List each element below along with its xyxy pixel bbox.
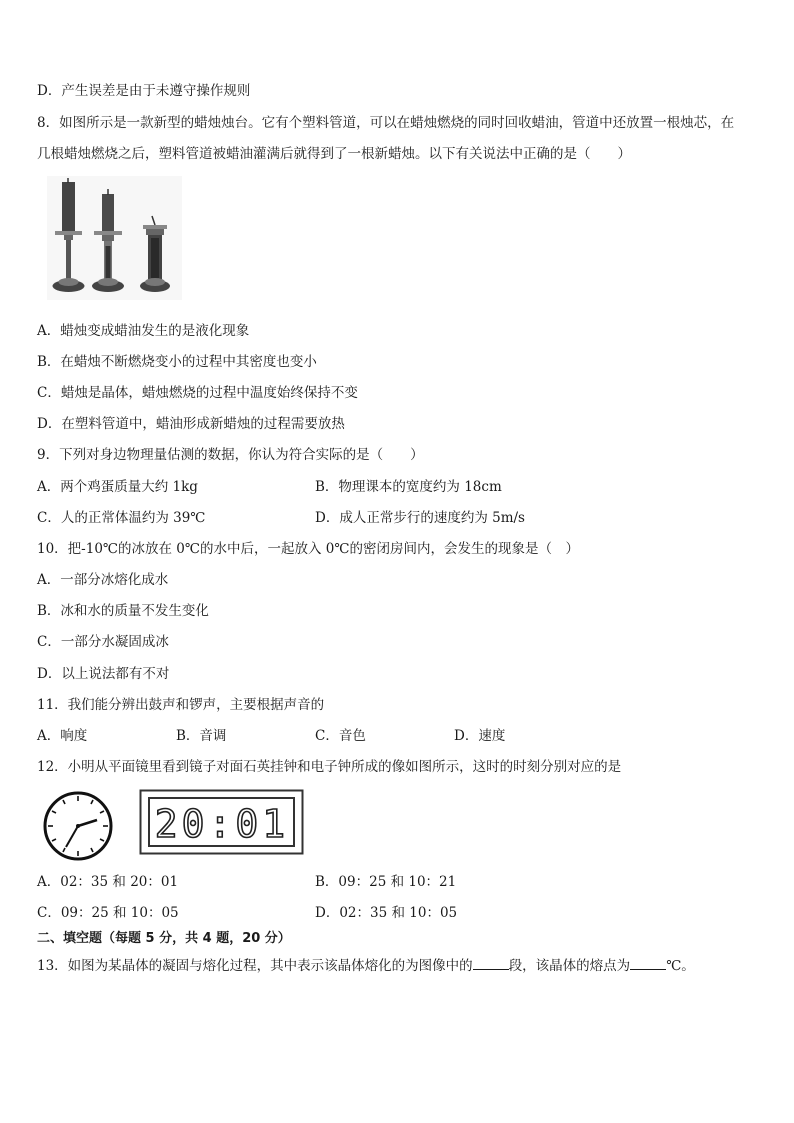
- q12-option-c: C．09：25 和 10：05: [37, 905, 179, 921]
- q9-option-a: A．两个鸡蛋质量大约 1kg: [37, 479, 198, 495]
- q8-option-c: C．蜡烛是晶体，蜡烛燃烧的过程中温度始终保持不变: [37, 385, 358, 401]
- q11-option-b: B．音调: [176, 728, 227, 744]
- mirrored-digital-clock-figure: [139, 789, 304, 855]
- section-title-fill-in: 二、填空题（每题 5 分，共 4 题，20 分）: [37, 931, 291, 946]
- q12-stem: 12．小明从平面镜里看到镜子对面石英挂钟和电子钟所成的像如图所示，这时的时刻分别对应的是: [37, 759, 622, 775]
- q8-option-a: A．蜡烛变成蜡油发生的是液化现象: [37, 323, 250, 339]
- candle-holder-figure: [47, 176, 182, 300]
- q8-option-b: B．在蜡烛不断燃烧变小的过程中其密度也变小: [37, 354, 317, 370]
- q12-option-d: D．02：35 和 10：05: [315, 905, 458, 921]
- q12-option-b: B．09：25 和 10：21: [315, 874, 457, 890]
- q13-text-part1: 13．如图为某晶体的凝固与熔化过程，其中表示该晶体熔化的为图像中的: [37, 958, 473, 974]
- q13-text-part3: ℃。: [666, 958, 695, 974]
- q11-option-c: C．音色: [315, 728, 366, 744]
- q10-stem: 10．把-10℃的冰放在 0℃的水中后，一起放入 0℃的密闭房间内，会发生的现象是（ ）: [37, 541, 579, 557]
- q9-stem: 9．下列对身边物理量估测的数据，你认为符合实际的是（ ）: [37, 447, 424, 463]
- q9-option-c: C．人的正常体温约为 39℃: [37, 510, 206, 526]
- mirrored-wall-clock-figure: [40, 790, 118, 862]
- q11-option-a: A．响度: [37, 728, 88, 744]
- q11-stem: 11．我们能分辨出鼓声和锣声，主要根据声音的: [37, 697, 325, 713]
- q13-stem: [37, 957, 695, 975]
- q10-option-c: C．一部分水凝固成冰: [37, 634, 169, 650]
- q10-option-d: D．以上说法都有不对: [37, 666, 170, 682]
- q12-option-a: A．02：35 和 20：01: [37, 874, 179, 890]
- q8-stem-line2: 几根蜡烛燃烧之后，塑料管道被蜡油灌满后就得到了一根新蜡烛。以下有关说法中正确的是（ ）: [37, 146, 631, 162]
- q13-answer-blank-1[interactable]: [473, 957, 509, 970]
- q10-option-b: B．冰和水的质量不发生变化: [37, 603, 209, 619]
- q11-option-d: D．速度: [454, 728, 506, 744]
- q8-option-d: D．在塑料管道中，蜡油形成新蜡烛的过程需要放热: [37, 416, 345, 432]
- q9-option-d: D．成人正常步行的速度约为 5m/s: [315, 510, 525, 526]
- q13-answer-blank-2[interactable]: [630, 957, 666, 970]
- digital-clock-reading: 20:01: [154, 802, 290, 846]
- q9-option-b: B．物理课本的宽度约为 18cm: [315, 479, 502, 495]
- q10-option-a: A．一部分冰熔化成水: [37, 572, 169, 588]
- q7-option-d: D．产生误差是由于未遵守操作规则: [37, 83, 251, 99]
- q13-text-part2: 段，该晶体的熔点为: [508, 958, 631, 974]
- q8-stem-line1: 8．如图所示是一款新型的蜡烛烛台。它有个塑料管道，可以在蜡烛燃烧的同时回收蜡油，管道中还放置一根烛芯，在: [37, 115, 735, 131]
